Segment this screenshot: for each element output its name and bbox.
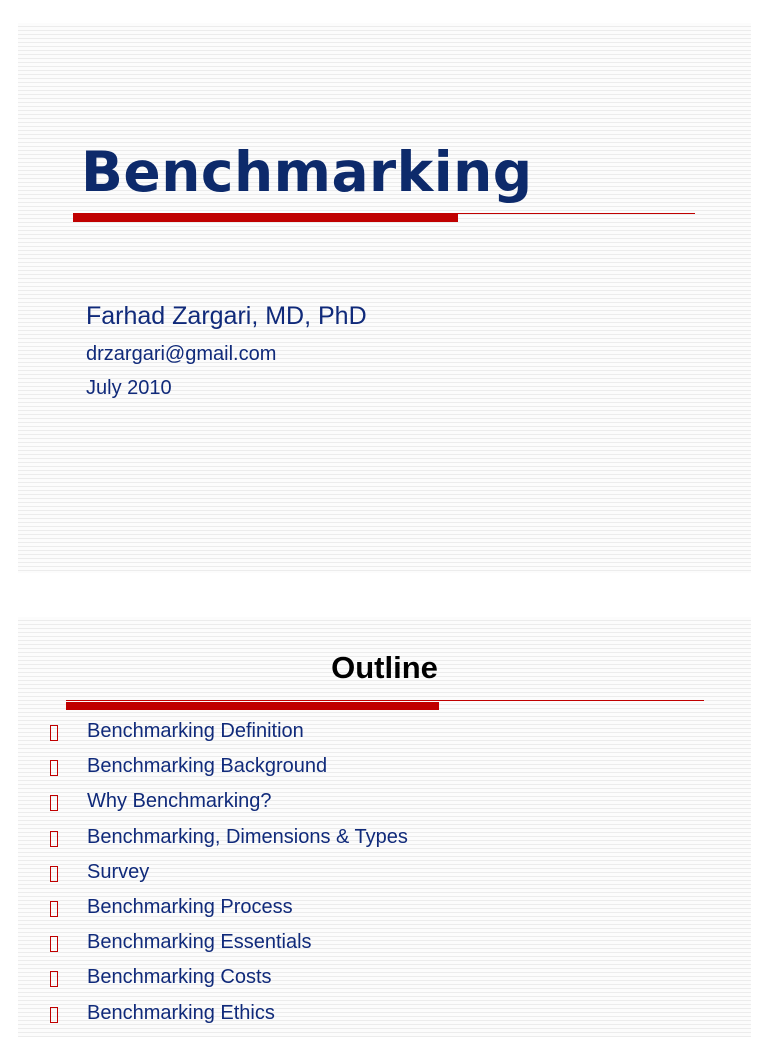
title-slide [18, 23, 751, 573]
bullet-box-icon [50, 1007, 58, 1023]
list-item-label: Benchmarking Definition [87, 720, 304, 742]
list-item-label: Benchmarking Process [87, 895, 293, 918]
list-item [18, 755, 751, 794]
title-underline-thick [73, 214, 458, 222]
list-item-label: Benchmarking Costs [87, 966, 272, 989]
list-item-label: Benchmarking, Dimensions & Types [87, 825, 408, 848]
bullet-box-icon [50, 760, 58, 776]
bullet-box-icon [50, 795, 58, 811]
list-item [18, 895, 751, 935]
outline-underline-thick [66, 702, 439, 710]
bullet-box-icon [50, 866, 58, 882]
list-item [18, 825, 751, 865]
bullet-box-icon [50, 971, 58, 987]
list-item-label: Benchmarking Essentials [87, 931, 312, 954]
author-name: Farhad Zargari, MD, PhD [86, 302, 367, 330]
bullet-box-icon [50, 831, 58, 847]
list-item [18, 860, 751, 900]
bullet-box-icon [50, 901, 58, 917]
list-item-label: Survey [87, 860, 150, 883]
list-item-label: Benchmarking Ethics [87, 1001, 275, 1024]
outline-title: Outline [331, 650, 438, 685]
slide-title: Benchmarking [81, 140, 533, 204]
list-item [18, 1001, 751, 1041]
bullet-box-icon [50, 936, 58, 952]
list-item [18, 720, 751, 759]
list-item-label: Benchmarking Background [87, 755, 328, 778]
list-item-label: Why Benchmarking? [87, 790, 272, 813]
list-item [18, 790, 751, 829]
list-item [18, 931, 751, 970]
list-item [18, 966, 751, 1005]
outline-underline-thin [66, 700, 704, 701]
outline-list [18, 720, 751, 1041]
bullet-box-icon [50, 725, 58, 741]
author-email: drzargari@gmail.com [86, 343, 277, 365]
presentation-date: July 2010 [86, 377, 172, 399]
outline-slide [18, 617, 751, 1037]
